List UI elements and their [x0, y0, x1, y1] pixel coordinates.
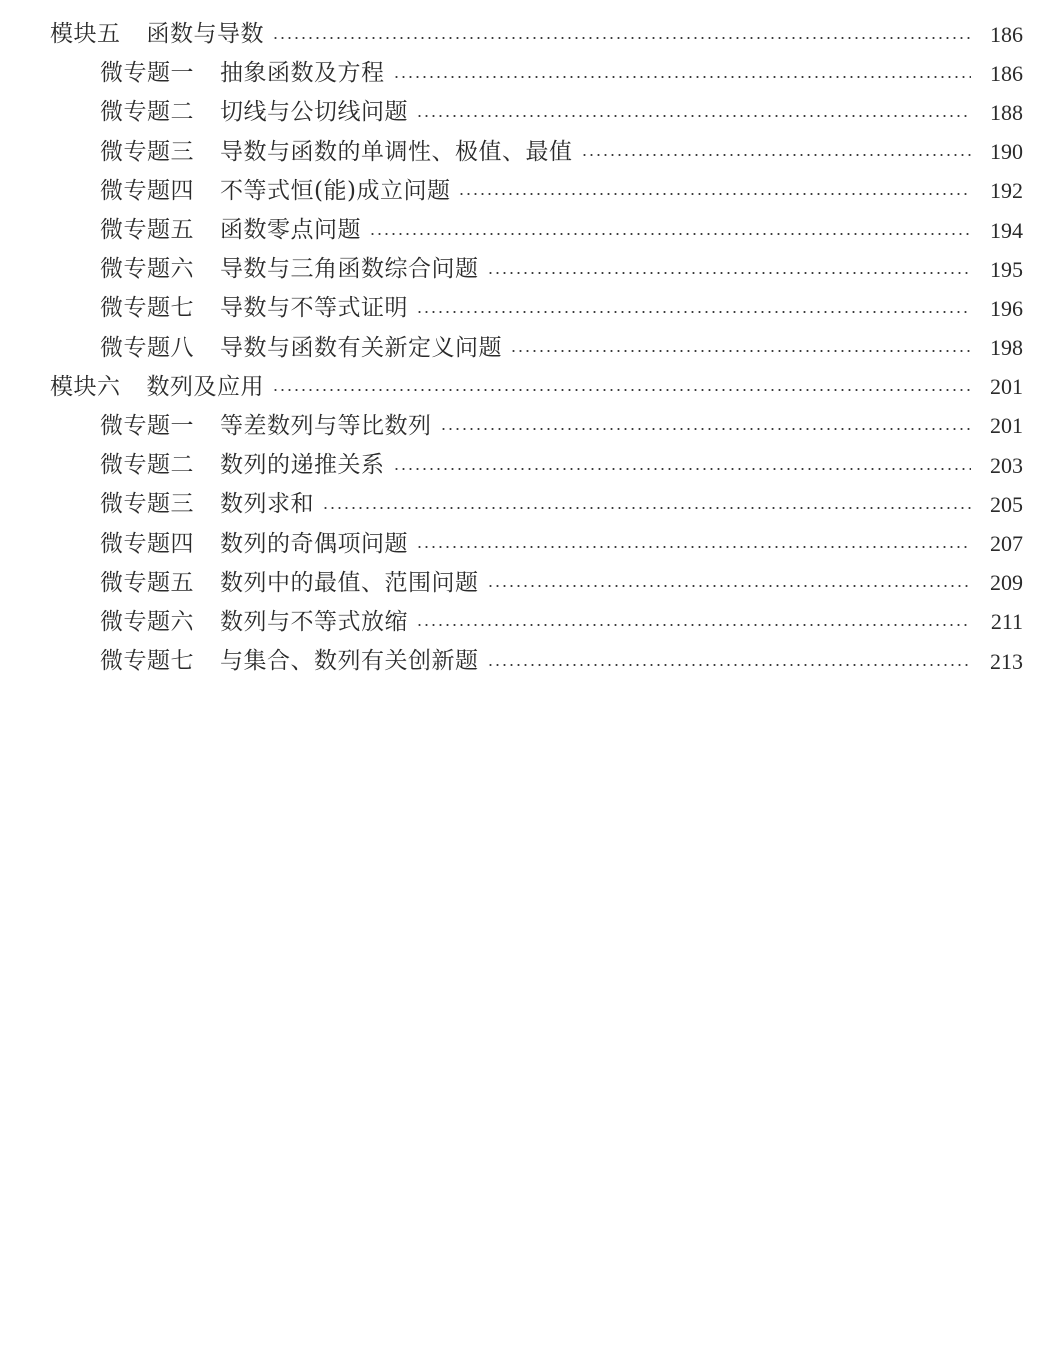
dot-leader [393, 467, 972, 471]
toc-subtopic-row [0, 524, 1063, 563]
page-number: 209 [990, 570, 1023, 596]
toc-subtopic-row [0, 603, 1063, 642]
subtopic-label: 微专题五 [100, 217, 194, 244]
dot-leader [416, 545, 971, 549]
toc-subtopic-row [0, 485, 1063, 524]
subtopic-title: 不等式恒(能)成立问题 [220, 177, 451, 204]
page-number: 196 [990, 295, 1023, 321]
subtopic-title: 数列中的最值、范围问题 [220, 569, 479, 596]
subtopic-label: 微专题七 [100, 295, 194, 322]
subtopic-title: 抽象函数及方程 [220, 60, 385, 87]
module-label: 模块五 [50, 21, 121, 48]
page-number: 201 [990, 374, 1023, 400]
subtopic-label: 微专题五 [100, 569, 194, 596]
module-title: 函数与导数 [146, 21, 264, 48]
toc-subtopic-row [0, 250, 1063, 289]
subtopic-label: 微专题一 [100, 412, 194, 439]
page-number: 201 [990, 413, 1023, 439]
toc-subtopic-row [0, 211, 1063, 250]
subtopic-title: 导数与不等式证明 [220, 295, 408, 322]
dot-leader [458, 192, 971, 196]
toc-subtopic-row [0, 446, 1063, 485]
subtopic-label: 微专题四 [100, 530, 194, 557]
toc-subtopic-row [0, 642, 1063, 681]
toc-subtopic-row [0, 172, 1063, 211]
page-number: 195 [990, 256, 1023, 282]
module-title: 数列及应用 [146, 373, 264, 400]
toc-subtopic-row [0, 93, 1063, 132]
dot-leader [581, 153, 972, 157]
page-number: 188 [990, 99, 1023, 125]
subtopic-label: 微专题一 [100, 60, 194, 87]
subtopic-title: 数列的递推关系 [220, 452, 385, 479]
page-number: 205 [990, 491, 1023, 517]
subtopic-label: 微专题六 [100, 608, 194, 635]
dot-leader [369, 232, 971, 236]
dot-leader [487, 271, 972, 275]
page-number: 213 [990, 648, 1023, 674]
page-number: 211 [990, 609, 1023, 635]
toc-module-row [0, 368, 1063, 407]
subtopic-title: 导数与三角函数综合问题 [220, 256, 479, 283]
subtopic-title: 数列求和 [220, 491, 314, 518]
dot-leader [416, 623, 971, 627]
subtopic-label: 微专题三 [100, 138, 194, 165]
subtopic-label: 微专题八 [100, 334, 194, 361]
toc-subtopic-row [0, 54, 1063, 93]
page-number: 192 [990, 178, 1023, 204]
subtopic-title: 函数零点问题 [220, 217, 361, 244]
subtopic-title: 切线与公切线问题 [220, 99, 408, 126]
module-label: 模块六 [50, 373, 121, 400]
subtopic-title: 导数与函数有关新定义问题 [220, 334, 502, 361]
dot-leader [440, 427, 972, 431]
toc-module-row [0, 15, 1063, 54]
subtopic-label: 微专题三 [100, 491, 194, 518]
subtopic-title: 数列的奇偶项问题 [220, 530, 408, 557]
page-number: 207 [990, 531, 1023, 557]
subtopic-label: 微专题四 [100, 177, 194, 204]
toc-subtopic-row [0, 407, 1063, 446]
subtopic-label: 微专题七 [100, 648, 194, 675]
dot-leader [487, 663, 972, 667]
dot-leader [272, 36, 971, 40]
dot-leader [272, 388, 971, 392]
page-number: 186 [990, 60, 1023, 86]
subtopic-title: 数列与不等式放缩 [220, 608, 408, 635]
subtopic-label: 微专题六 [100, 256, 194, 283]
subtopic-label: 微专题二 [100, 99, 194, 126]
subtopic-label: 微专题二 [100, 452, 194, 479]
subtopic-title: 与集合、数列有关创新题 [220, 648, 479, 675]
toc-subtopic-row [0, 564, 1063, 603]
page-number: 190 [990, 139, 1023, 165]
table-of-contents [0, 15, 1063, 681]
dot-leader [322, 506, 971, 510]
dot-leader [510, 349, 971, 353]
page-number: 203 [990, 452, 1023, 478]
dot-leader [487, 584, 972, 588]
dot-leader [416, 310, 971, 314]
subtopic-title: 导数与函数的单调性、极值、最值 [220, 138, 573, 165]
dot-leader [416, 114, 971, 118]
toc-subtopic-row [0, 329, 1063, 368]
dot-leader [393, 75, 972, 79]
page-number: 198 [990, 335, 1023, 361]
subtopic-title: 等差数列与等比数列 [220, 412, 432, 439]
page-number: 186 [990, 21, 1023, 47]
toc-subtopic-row [0, 289, 1063, 328]
page-number: 194 [990, 217, 1023, 243]
toc-subtopic-row [0, 133, 1063, 172]
